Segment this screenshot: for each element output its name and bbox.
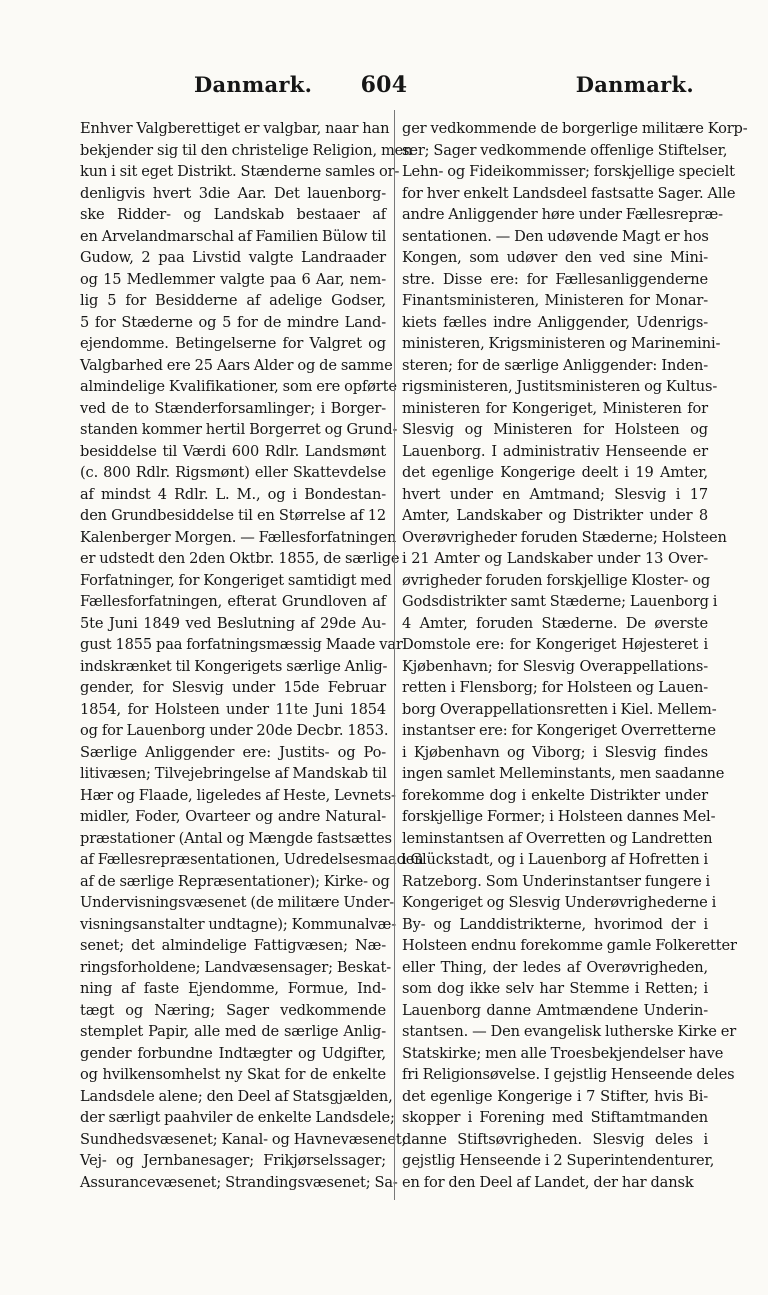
text-line: en Arvelandmarschal af Familien Bülow til: [80, 227, 387, 245]
text-line: Finantsministeren, Ministeren for Monar-: [402, 292, 708, 309]
text-line: Overøvrigheder foruden Stæderne; Holsteen: [402, 528, 727, 546]
text-line: litivæsen; Tilvejebringelse af Mandskab til: [80, 765, 387, 782]
text-line: det egenlige Kongerige i 7 Stifter, hvis Bi-: [402, 1087, 708, 1105]
text-line: gust 1855 paa forfatningsmæssig Maade var: [80, 636, 403, 653]
text-line: som dog ikke selv har Stemme i Retten; i: [402, 980, 708, 997]
text-line: 5te Juni 1849 ved Beslutning af 29de Au-: [80, 614, 386, 632]
text-line: ved de to Stænderforsamlinger; i Borger-: [80, 399, 386, 417]
text-line: 4 Amter, foruden Stæderne. De øverste: [402, 614, 708, 632]
text-line: ske Ridder- og Landskab bestaaer af: [80, 206, 386, 223]
page-number: 604: [360, 72, 408, 98]
text-line: andre Anliggender høre under Fællesrepræ-: [402, 206, 723, 223]
text-line: Enhver Valgberettiget er valgbar, naar han: [80, 120, 390, 137]
text-line: Sundhedsvæsenet; Kanal- og Havnevæsenet;: [80, 1130, 407, 1148]
text-line: øvrigheder foruden forskjellige Kloster- og: [402, 571, 711, 589]
text-line: standen kommer hertil Borgerret og Grund-: [80, 421, 398, 438]
text-line: Domstole ere: for Kongeriget Højesteret i: [402, 636, 708, 653]
text-line: Kalenberger Morgen. — Fællesforfatningen: [80, 528, 397, 546]
text-line: og 15 Medlemmer valgte paa 6 Aar, nem-: [80, 270, 386, 288]
text-line: eller Thing, der ledes af Overøvrigheden,: [402, 958, 708, 976]
text-line: lig 5 for Besidderne af adelige Godser,: [80, 292, 386, 309]
text-line: stre. Disse ere: for Fællesanliggenderne: [402, 270, 708, 288]
header-right-title: Danmark.: [575, 72, 694, 97]
text-line: Undervisningsvæsenet (de militære Under-: [80, 894, 395, 911]
column-divider: [394, 110, 395, 1200]
text-line: og for Lauenborg under 20de Decbr. 1853.: [80, 722, 389, 739]
text-line: Særlige Anliggender ere: Justits- og Po-: [80, 743, 386, 761]
text-line: Lauenborg. I administrativ Henseende er: [402, 442, 708, 460]
text-line: der særligt paahviler de enkelte Landsdele;: [80, 1109, 395, 1126]
text-line: stantsen. — Den evangelisk lutherske Kirke er: [402, 1023, 737, 1040]
left-text-column: [80, 118, 424, 1193]
text-line: Lauenborg danne Amtmændene Underin-: [402, 1001, 708, 1019]
running-header: [62, 72, 706, 106]
text-line: skopper i Forening med Stiftamtmanden: [402, 1109, 708, 1126]
text-line: er udstedt den 2den Oktbr. 1855, de særlige: [80, 550, 400, 567]
text-line: ger vedkommende de borgerlige militære Korp-: [402, 120, 748, 137]
text-line: stemplet Papir, alle med de særlige Anlig-: [80, 1023, 386, 1040]
text-line: retten i Flensborg; for Holsteen og Lauen-: [402, 679, 708, 696]
text-line: rigsministeren, Justitsministeren og Kultus-: [402, 378, 718, 395]
text-line: præstationer (Antal og Mængde fastsættes: [80, 829, 392, 847]
text-line: tægt og Næring; Sager vedkommende: [80, 1001, 386, 1019]
text-line: forskjellige Former; i Holsteen dannes Mel-: [402, 808, 716, 825]
text-line: Forfatninger, for Kongeriget samtidigt med: [80, 571, 392, 589]
text-line: midler, Foder, Ovarteer og andre Natural-: [80, 808, 386, 825]
text-line: almindelige Kvalifikationer, som ere opførte: [80, 378, 397, 395]
text-line: Amter, Landskaber og Distrikter under 8: [402, 507, 708, 524]
text-line: (c. 800 Rdlr. Rigsmønt) eller Skattevdelse: [80, 464, 386, 481]
text-line: Lehn- og Fideikommisser; forskjellige specielt: [402, 163, 735, 180]
text-line: kun i sit eget Distrikt. Stænderne samles or-: [80, 163, 400, 180]
text-line: ning af faste Ejendomme, Formue, Ind-: [80, 980, 386, 997]
text-line: fri Religionsøvelse. I gejstlig Henseende deles: [402, 1066, 735, 1083]
text-line: Slesvig og Ministeren for Holsteen og: [402, 421, 708, 438]
text-line: af de særlige Repræsentationer); Kirke- og: [80, 872, 390, 890]
text-line: Gudow, 2 paa Livstid valgte Landraader: [80, 249, 386, 266]
text-line: Vej- og Jernbanesager; Frikjørselssager;: [80, 1152, 386, 1169]
text-line: bekjender sig til den christelige Religion, men: [80, 141, 413, 159]
text-line: forekomme dog i enkelte Distrikter under: [402, 786, 708, 804]
text-line: og hvilkensomhelst ny Skat for de enkelte: [80, 1066, 386, 1083]
text-line: besiddelse til Værdi 600 Rdlr. Landsmønt: [80, 442, 386, 460]
text-line: hvert under en Amtmand; Slesvig i 17: [402, 485, 708, 503]
text-line: leminstantsen af Overretten og Landretten: [402, 829, 713, 847]
text-line: Ratzeborg. Som Underinstantser fungere i: [402, 872, 711, 890]
text-line: Statskirke; men alle Troesbekjendelser have: [402, 1044, 724, 1062]
text-line: senet; det almindelige Fattigvæsen; Næ-: [80, 937, 386, 954]
text-line: en for den Deel af Landet, der har dansk: [402, 1173, 694, 1191]
text-line: ejendomme. Betingelserne for Valgret og: [80, 335, 386, 352]
header-left-title: Danmark.: [194, 72, 313, 97]
text-line: steren; for de særlige Anliggender: Inden-: [402, 356, 708, 374]
text-line: kiets fælles indre Anliggender, Udenrigs-: [402, 313, 708, 331]
text-line: gender, for Slesvig under 15de Februar: [80, 679, 386, 696]
text-line: den Grundbesiddelse til en Størrelse af 12: [80, 507, 386, 524]
text-line: af Fællesrepræsentationen, Udredelsesmaaden: [80, 851, 424, 868]
text-line: ringsforholdene; Landvæsensager; Beskat-: [80, 958, 391, 976]
right-text-column: [402, 118, 748, 1193]
text-line: By- og Landdistrikterne, hvorimod der i: [402, 915, 708, 933]
text-line: danne Stiftsøvrigheden. Slesvig deles i: [402, 1130, 708, 1148]
text-line: gender forbundne Indtægter og Udgifter,: [80, 1044, 386, 1062]
text-line: det egenlige Kongerige deelt i 19 Amter,: [402, 464, 708, 481]
text-line: af mindst 4 Rdlr. L. M., og i Bondestan-: [80, 485, 386, 503]
text-line: ser; Sager vedkommende offenlige Stiftelser,: [402, 141, 728, 159]
text-line: for hver enkelt Landsdeel fastsatte Sager. Alle: [402, 184, 736, 202]
text-line: Valgbarhed ere 25 Aars Alder og de samme: [80, 356, 393, 374]
text-line: Assurancevæsenet; Strandingsvæsenet; Sa-: [80, 1173, 398, 1191]
text-line: Kongen, som udøver den ved sine Mini-: [402, 249, 708, 266]
text-line: borg Overappellationsretten i Kiel. Mellem-: [402, 700, 717, 718]
text-line: 1854, for Holsteen under 11te Juni 1854: [80, 700, 386, 718]
text-line: Kongeriget og Slesvig Underøvrighederne i: [402, 894, 717, 911]
text-line: Godsdistrikter samt Stæderne; Lauenborg i: [402, 593, 718, 610]
text-line: visningsanstalter undtagne); Kommunalvæ-: [80, 915, 397, 933]
text-line: gejstlig Henseende i 2 Superintendenturer,: [402, 1152, 715, 1169]
text-line: i 21 Amter og Landskaber under 13 Over-: [402, 550, 708, 567]
text-line: Fællesforfatningen, efterat Grundloven af: [80, 593, 386, 610]
text-line: Landsdele alene; den Deel af Statsgjælden,: [80, 1087, 393, 1105]
text-line: Kjøbenhavn; for Slesvig Overappellations-: [402, 657, 708, 675]
text-line: instantser ere: for Kongeriget Overretterne: [402, 722, 716, 739]
text-line: Hær og Flaade, ligeledes af Heste, Levnets-: [80, 786, 396, 804]
text-line: denligvis hvert 3die Aar. Det lauenborg-: [80, 184, 386, 202]
text-line: i Glückstadt, og i Lauenborg af Hofretten i: [402, 851, 708, 868]
text-line: ingen samlet Melleminstants, men saadanne: [402, 765, 725, 782]
text-line: i Kjøbenhavn og Viborg; i Slesvig findes: [402, 743, 708, 761]
text-line: ministeren, Krigsministeren og Marinemini-: [402, 335, 721, 352]
text-line: ministeren for Kongeriget, Ministeren for: [402, 399, 708, 417]
text-line: indskrænket til Kongerigets særlige Anlig-: [80, 657, 388, 675]
text-line: Holsteen endnu forekomme gamle Folkeretter: [402, 937, 737, 954]
text-line: sentationen. — Den udøvende Magt er hos: [402, 227, 709, 245]
text-line: 5 for Stæderne og 5 for de mindre Land-: [80, 313, 386, 331]
